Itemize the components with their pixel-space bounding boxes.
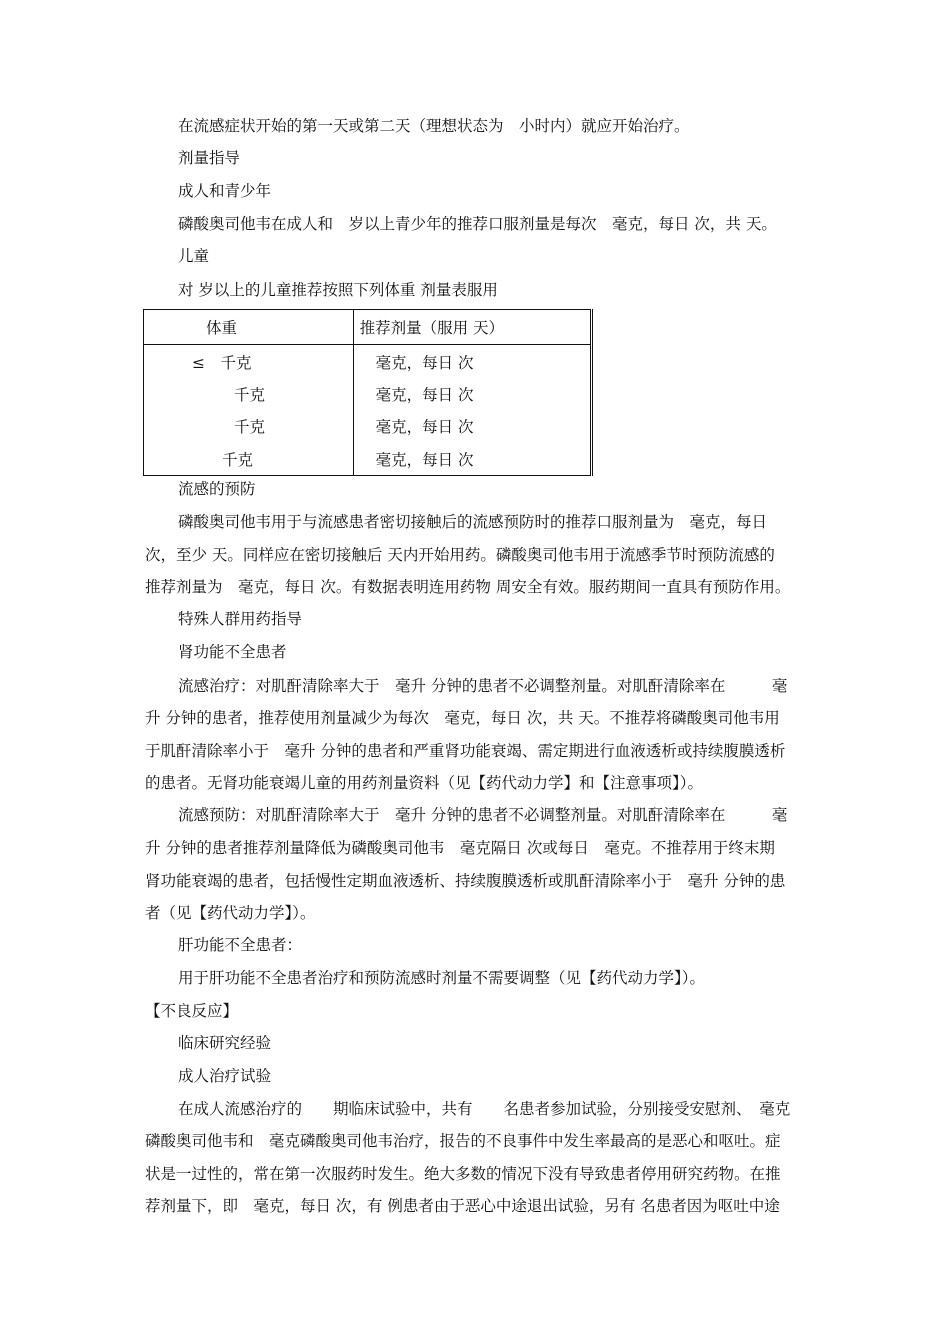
table-cell-dose: 毫克，每日 次 (353, 378, 591, 410)
paragraph-renal-prevention-line-1: 流感预防：对肌酐清除率大于 毫升 分钟的患者不必调整剂量。对肌酐清除率在 毫 (178, 806, 788, 824)
paragraph-renal-treatment-line-4: 的患者。无肾功能衰竭儿童的用药剂量资料（见【药代动力学】和【注意事项】）。 (145, 774, 704, 792)
paragraph-renal-prevention-line-3: 肾功能衰竭的患者，包括慢性定期血液透析、持续腹膜透析或肌酐清除率小于 毫升 分钟的患 (145, 872, 786, 890)
heading-renal-impairment: 肾功能不全患者 (178, 643, 287, 661)
table-header-weight: 体重 (144, 310, 354, 345)
table-header-row (144, 310, 592, 345)
paragraph-adult-trials-line-3: 状是一过性的，常在第一次服药时发生。绝大多数的情况下没有导致患者停用研究药物。在推 (145, 1165, 781, 1183)
paragraph-treatment-start: 在流感症状开始的第一天或第二天（理想状态为 小时内）就应开始治疗。 (178, 117, 690, 135)
table-header-dose: 推荐剂量（服用 天） (353, 310, 591, 345)
table-row (144, 410, 592, 442)
paragraph-renal-treatment-line-2: 升 分钟的患者，推荐使用剂量减少为每次 毫克，每日 次，共 天。不推荐将磷酸奥司他韦用 (145, 709, 780, 727)
paragraph-prevention-line-2: 次，至少 天。同样应在密切接触后 天内开始用药。磷酸奥司他韦用于流感季节时预防流感的 (145, 546, 775, 564)
paragraph-child-dose: 对 岁以上的儿童推荐按照下列体重 剂量表服用 (178, 281, 498, 299)
paragraph-renal-treatment-line-1: 流感治疗：对肌酐清除率大于 毫升 分钟的患者不必调整剂量。对肌酐清除率在 毫 (178, 677, 788, 695)
paragraph-prevention-line-3: 推荐剂量为 毫克，每日 次。有数据表明连用药物 周安全有效。服药期间一直具有预防作用。 (145, 578, 791, 596)
heading-clinical-experience: 临床研究经验 (178, 1034, 272, 1052)
paragraph-adult-trials-line-4: 荐剂量下，即 毫克，每日 次，有 例患者由于恶心中途退出试验，另有 名患者因为呕吐中途 (145, 1197, 780, 1215)
heading-prevention: 流感的预防 (178, 480, 256, 498)
table-row (144, 443, 592, 476)
heading-dosage-guide: 剂量指导 (178, 149, 241, 167)
heading-children: 儿童 (178, 247, 210, 265)
table-cell-dose: 毫克，每日 次 (353, 345, 591, 378)
heading-adults-teens: 成人和青少年 (178, 182, 272, 200)
table-cell-weight: 千克 (144, 443, 354, 476)
paragraph-adult-trials-line-1: 在成人流感治疗的 期临床试验中，共有 名患者参加试验，分别接受安慰剂、 毫克 (178, 1100, 791, 1118)
table-row (144, 345, 592, 378)
heading-adverse-reactions: 【不良反应】 (145, 1002, 239, 1020)
paragraph-hepatic: 用于肝功能不全患者治疗和预防流感时剂量不需要调整（见【药代动力学】）。 (178, 969, 706, 987)
paragraph-prevention-line-1: 磷酸奥司他韦用于与流感患者密切接触后的流感预防时的推荐口服剂量为 毫克，每日 (178, 513, 768, 531)
weight-dose-table (143, 309, 593, 476)
table-cell-weight: 千克 (144, 410, 354, 442)
paragraph-adult-dose: 磷酸奥司他韦在成人和 岁以上青少年的推荐口服剂量是每次 毫克，每日 次，共 天。 (178, 215, 777, 233)
paragraph-renal-prevention-line-2: 升 分钟的患者推荐剂量降低为磷酸奥司他韦 毫克隔日 次或每日 毫克。不推荐用于终末期 (145, 839, 775, 857)
paragraph-renal-treatment-line-3: 于肌酐清除率小于 毫升 分钟的患者和严重肾功能衰竭、需定期进行血液透析或持续腹膜透析 (145, 742, 786, 760)
paragraph-adult-trials-line-2: 磷酸奥司他韦和 毫克磷酸奥司他韦治疗，报告的不良事件中发生率最高的是恶心和呕吐。症 (145, 1132, 781, 1150)
table-cell-weight: ≤ 千克 (144, 345, 354, 378)
table-cell-dose: 毫克，每日 次 (353, 410, 591, 442)
table-row (144, 378, 592, 410)
heading-adult-trials: 成人治疗试验 (178, 1067, 272, 1085)
heading-hepatic-impairment: 肝功能不全患者： (178, 936, 303, 954)
table-cell-weight: 千克 (144, 378, 354, 410)
paragraph-renal-prevention-line-4: 者（见【药代动力学】）。 (145, 904, 316, 922)
table-cell-dose: 毫克，每日 次 (353, 443, 591, 476)
heading-special-populations: 特殊人群用药指导 (178, 610, 303, 628)
